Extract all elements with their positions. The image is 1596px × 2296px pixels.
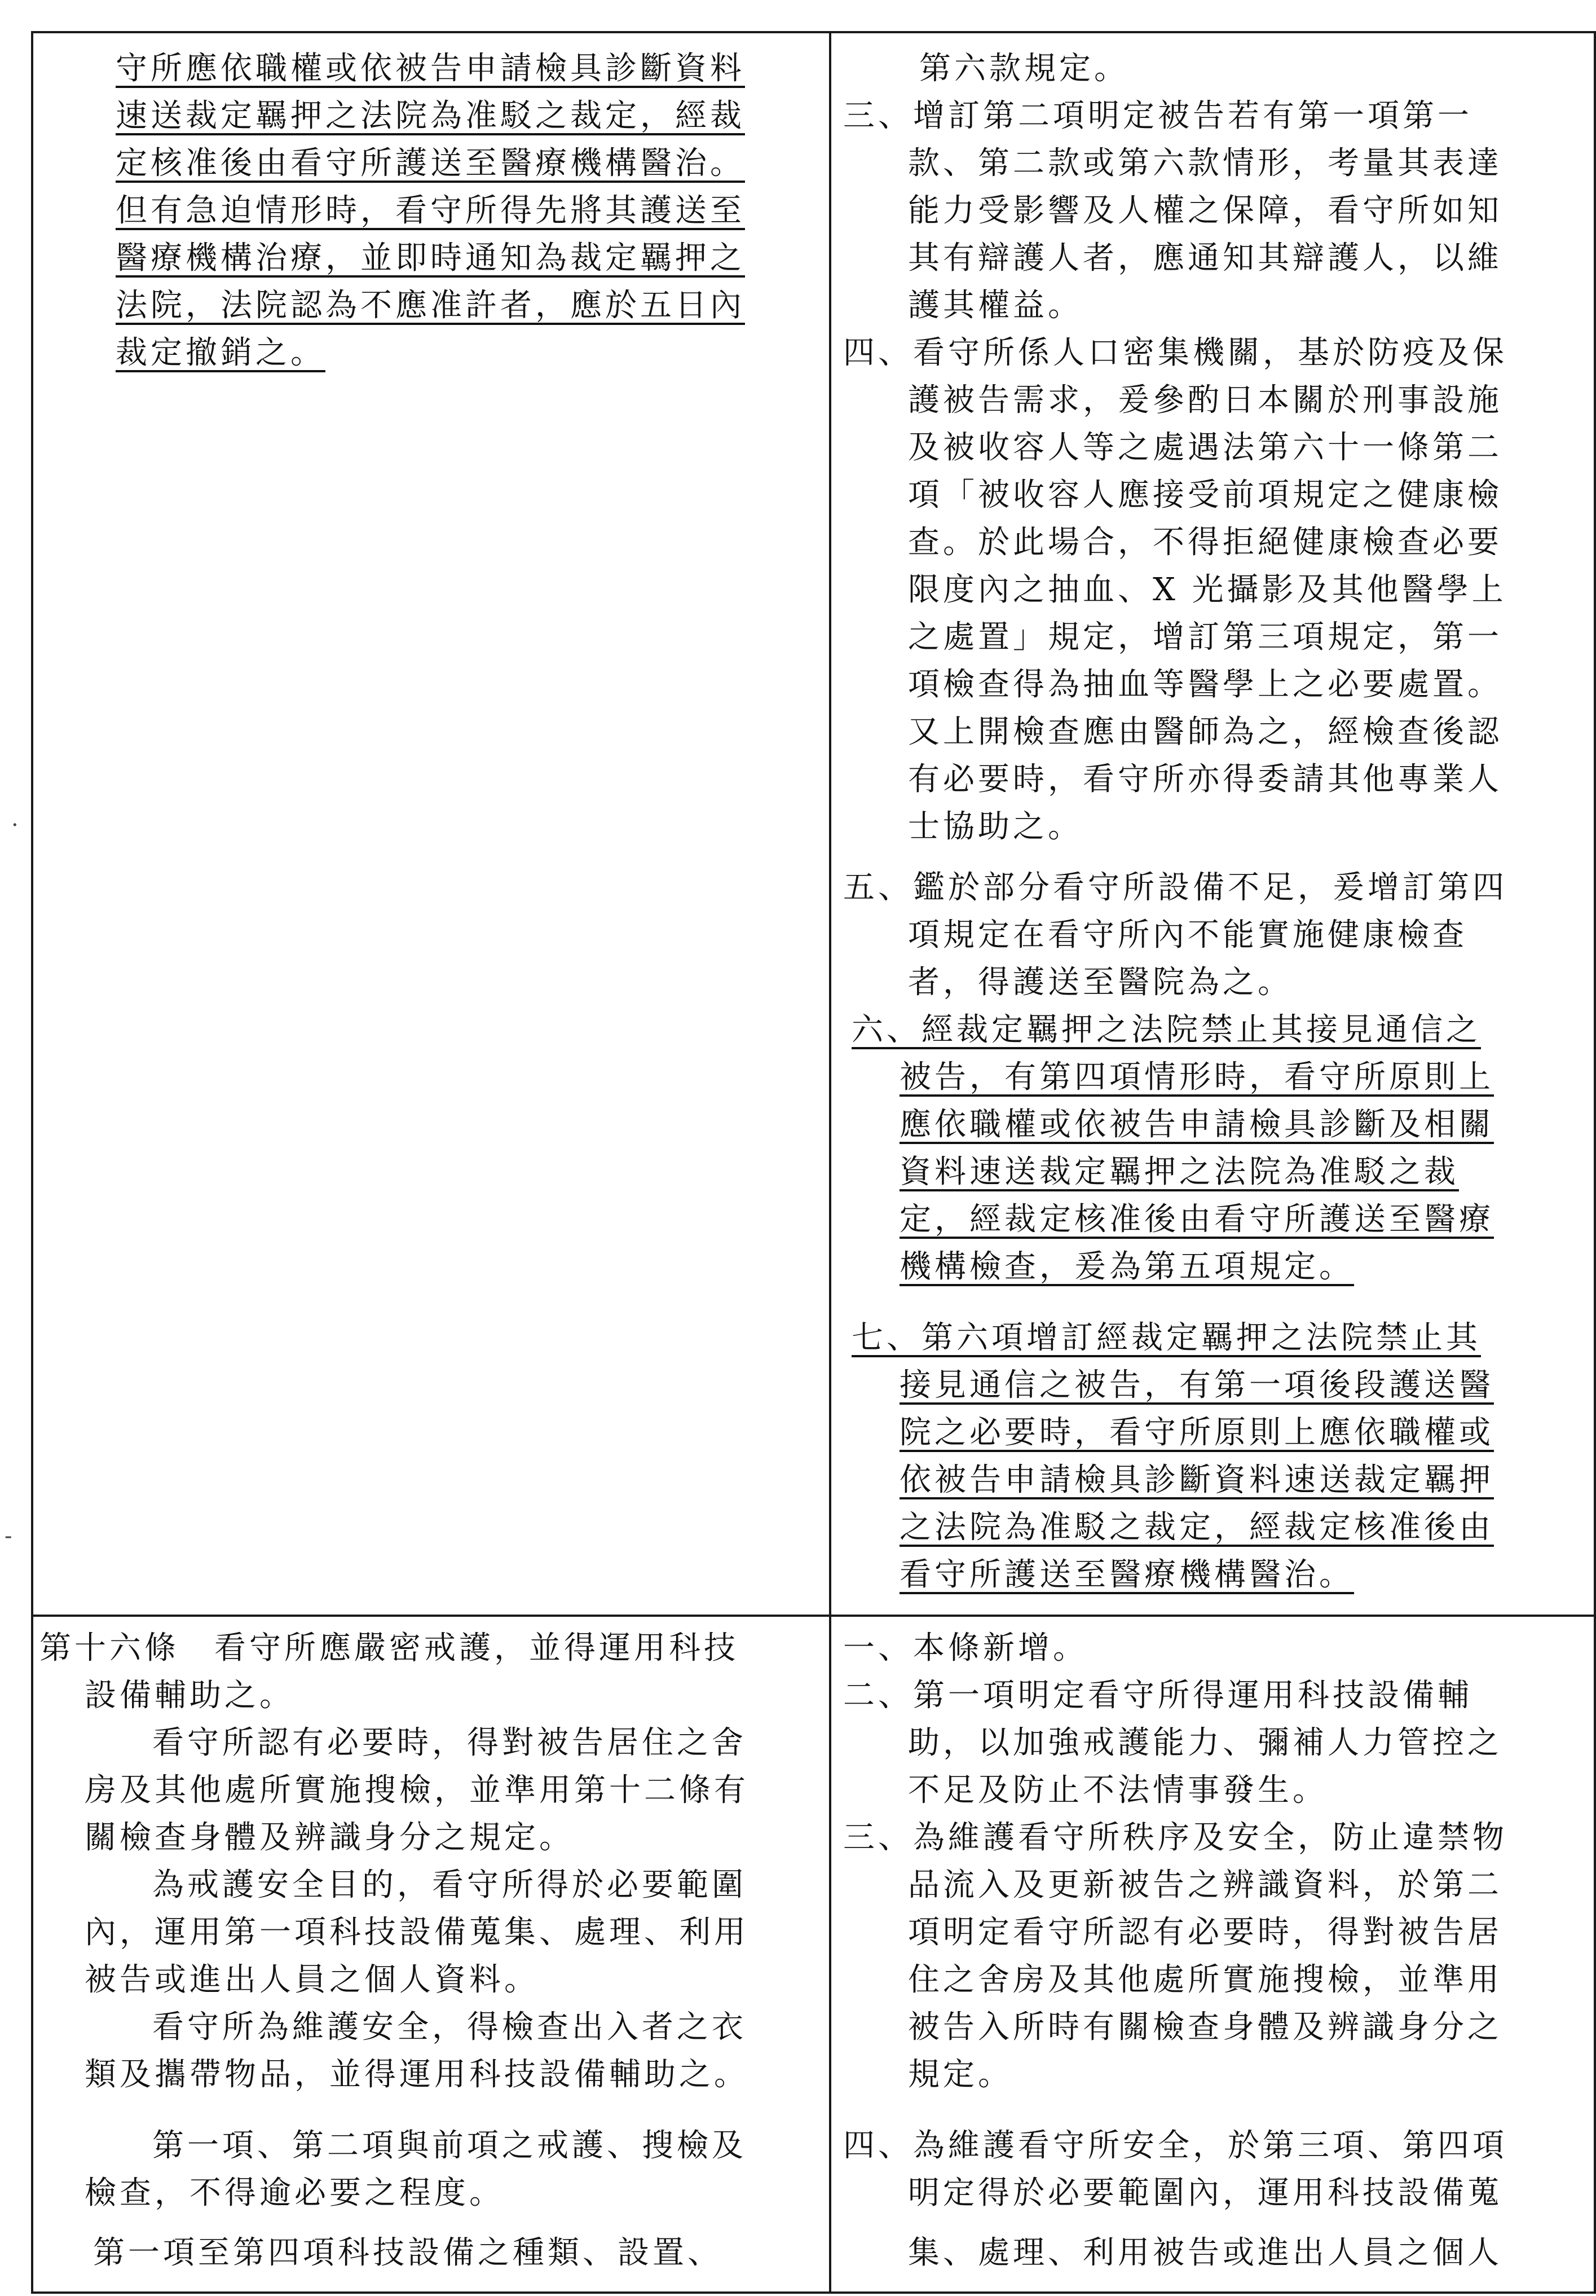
text-line: 三、為維護看守所秩序及安全，防止違禁物 — [843, 1819, 1507, 1856]
text-line: 看守所為維護安全，得檢查出入者之衣 — [152, 2009, 747, 2046]
text-line: 房及其他處所實施搜檢，並準用第十二條有 — [85, 1772, 749, 1809]
text-line: 七、第六項增訂經裁定羈押之法院禁止其 — [852, 1319, 1481, 1356]
text-line: 看守所護送至醫療機構醫治。 — [900, 1556, 1354, 1593]
text-line: 款、第二款或第六款情形，考量其表達 — [908, 145, 1502, 182]
text-line: 應依職權或依被告申請檢具診斷及相關 — [900, 1106, 1494, 1143]
text-line: 者，得護送至醫院為之。 — [908, 964, 1293, 1001]
text-line: 第一項、第二項與前項之戒護、搜檢及 — [152, 2127, 747, 2164]
text-line: 又上開檢查應由醫師為之，經檢查後認 — [908, 714, 1502, 750]
text-line: 為戒護安全目的，看守所得於必要範圍 — [152, 1867, 747, 1903]
text-line: 明定得於必要範圍內，運用科技設備蒐 — [908, 2175, 1502, 2211]
text-line: 之法院為准駁之裁定，經裁定核准後由 — [900, 1509, 1494, 1546]
text-line: 第六款規定。 — [919, 50, 1129, 87]
text-line: 檢查，不得逾必要之程度。 — [85, 2175, 504, 2211]
text-line: 裁定撤銷之。 — [116, 335, 325, 371]
text-line: 之處置」規定，增訂第三項規定，第一 — [908, 619, 1502, 656]
text-line: 速送裁定羈押之法院為准駁之裁定，經裁 — [116, 98, 745, 134]
text-line: 住之舍房及其他處所實施搜檢，並準用 — [908, 1961, 1502, 1998]
text-line: 規定。 — [908, 2056, 1013, 2093]
text-line: 設備輔助之。 — [85, 1677, 294, 1714]
text-line: 被告或進出人員之個人資料。 — [85, 1961, 539, 1998]
text-line: 品流入及更新被告之辨識資料，於第二 — [908, 1867, 1502, 1903]
text-line: 士協助之。 — [908, 808, 1083, 845]
text-line: 資料速送裁定羈押之法院為准駁之裁 — [900, 1154, 1459, 1190]
text-line: 不足及防止不法情事發生。 — [908, 1772, 1328, 1809]
text-line: 能力受影響及人權之保障，看守所如知 — [908, 192, 1502, 229]
text-line: 四、為維護看守所安全，於第三項、第四項 — [843, 2127, 1507, 2164]
text-line: 查。於此場合，不得拒絕健康檢查必要 — [908, 524, 1502, 561]
text-line: 及被收容人等之處遇法第六十一條第二 — [908, 429, 1502, 466]
text-line: 機構檢查，爰為第五項規定。 — [900, 1248, 1354, 1285]
text-line: 二、第一項明定看守所得運用科技設備輔 — [843, 1677, 1472, 1714]
text-line: 醫療機構治療，並即時通知為裁定羈押之 — [116, 240, 745, 276]
text-line — [843, 1625, 1088, 1672]
text-line: 助，以加強戒護能力、彌補人力管控之 — [908, 1725, 1502, 1761]
text-line: 護被告需求，爰參酌日本關於刑事設施 — [908, 382, 1502, 419]
text-line: 定核准後由看守所護送至醫療機構醫治。 — [116, 145, 745, 182]
text-line: 關檢查身體及辨識身分之規定。 — [85, 1819, 574, 1856]
text-line: 法院，法院認為不應准許者，應於五日內 — [116, 287, 745, 324]
text-line: 內，運用第一項科技設備蒐集、處理、利用 — [85, 1914, 749, 1951]
article-heading: 第十六條 看守所應嚴密戒護，並得運用科技 — [39, 1630, 739, 1666]
text-line: 被告入所時有關檢查身體及辨識身分之 — [908, 2009, 1502, 2046]
text-line: 定，經裁定核准後由看守所護送至醫療 — [900, 1201, 1494, 1238]
scan-speck: · — [11, 812, 19, 838]
text-line: 守所應依職權或依被告申請檢具診斷資料 — [116, 50, 745, 87]
table-border-right — [1594, 31, 1596, 2294]
text-line: 集、處理、利用被告或進出人員之個人 — [908, 2235, 1502, 2271]
text-line: 五、鑑於部分看守所設備不足，爰增訂第四 — [843, 869, 1507, 906]
table-border-top — [31, 31, 1596, 33]
text-line: 院之必要時，看守所原則上應依職權或 — [900, 1414, 1494, 1451]
table-border-left — [31, 31, 33, 2294]
text-line: 限度內之抽血、X 光攝影及其他醫學上 — [908, 571, 1507, 608]
text-line: 項檢查得為抽血等醫學上之必要處置。 — [908, 666, 1502, 703]
scan-speck: - — [5, 1523, 12, 1549]
text-line: 三、增訂第二項明定被告若有第一項第一 — [843, 98, 1472, 134]
text-line: 項規定在看守所內不能實施健康檢查 — [908, 917, 1467, 953]
text-line: 一、本條新增。 — [843, 1630, 1088, 1666]
row-divider — [31, 1615, 1596, 1617]
text-line: 被告，有第四項情形時，看守所原則上 — [900, 1059, 1494, 1096]
text-line: 其有辯護人者，應通知其辯護人，以維 — [908, 240, 1502, 276]
text-line: 接見通信之被告，有第一項後段護送醫 — [900, 1367, 1494, 1404]
text-line: 項「被收容人應接受前項規定之健康檢 — [908, 477, 1502, 513]
text-line: 四、看守所係人口密集機關，基於防疫及保 — [843, 335, 1507, 371]
column-divider — [829, 31, 831, 2294]
text-line: 看守所認有必要時，得對被告居住之舍 — [152, 1725, 747, 1761]
text-line: 有必要時，看守所亦得委請其他專業人 — [908, 761, 1502, 798]
text-line: 第一項至第四項科技設備之種類、設置、 — [93, 2235, 722, 2271]
text-line: 六、經裁定羈押之法院禁止其接見通信之 — [852, 1011, 1481, 1048]
text-line: 類及攜帶物品，並得運用科技設備輔助之。 — [85, 2056, 749, 2093]
table-border-bottom — [31, 2291, 1596, 2294]
text-line: 但有急迫情形時，看守所得先將其護送至 — [116, 192, 745, 229]
text-line: 依被告申請檢具診斷資料速送裁定羈押 — [900, 1462, 1494, 1498]
text-line: 護其權益。 — [908, 287, 1083, 324]
text-line: 項明定看守所認有必要時，得對被告居 — [908, 1914, 1502, 1951]
